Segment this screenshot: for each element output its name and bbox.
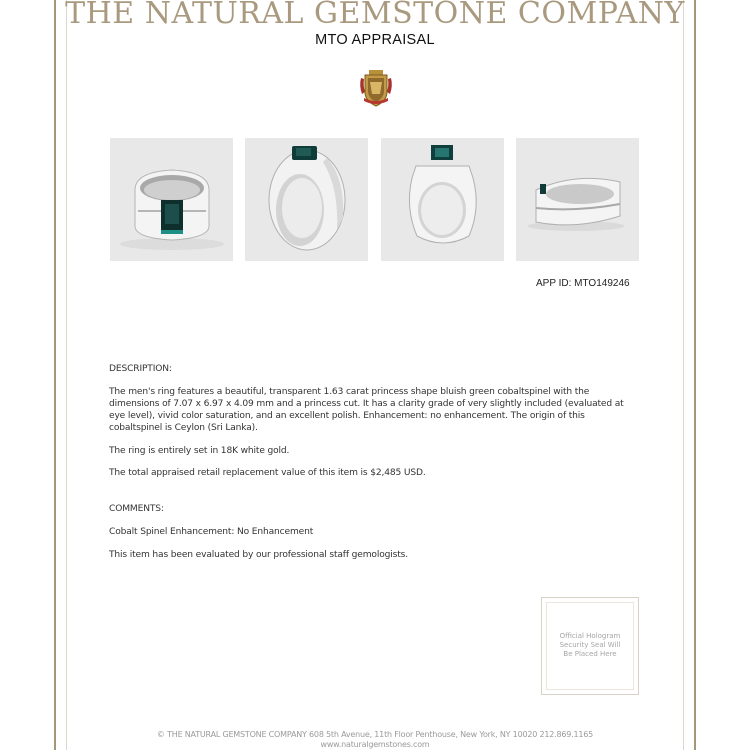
- ring-photo-profile[interactable]: [381, 138, 504, 261]
- page-border-right-outer: [694, 0, 696, 750]
- page-border-left-outer: [54, 0, 56, 750]
- seal-line-1: Official Hologram: [559, 632, 621, 640]
- ring-photo-angled[interactable]: [245, 138, 368, 261]
- ring-photo-front[interactable]: [110, 138, 233, 261]
- appraisal-id: APP ID: MTO149246: [536, 278, 630, 289]
- seal-line-3: Be Placed Here: [563, 650, 617, 658]
- page-border-left-inner: [66, 0, 67, 750]
- comments-label: COMMENTS:: [109, 504, 164, 514]
- document-title: MTO APPRAISAL: [315, 32, 435, 48]
- page-border-right-inner: [683, 0, 684, 750]
- ring-photo-band-side[interactable]: [516, 138, 639, 261]
- metal-paragraph: The ring is entirely set in 18K white gold.: [109, 446, 290, 456]
- comment-evaluation: This item has been evaluated by our professional staff gemologists.: [109, 550, 408, 560]
- description-paragraph: The men's ring features a beautiful, transparent 1.63 carat princess shape bluish green cobaltspinel with the dimensions of 7.07 x 6.97 x 4.09 mm and a princess cut. It has a clarity grade of very slightly included (evaluated at eye level), vivid color saturation, and an excellent polish. Enhancement: no enhancement. The origin of this cobaltspinel is Ceylon (Sri Lanka).: [109, 387, 624, 433]
- description-label: DESCRIPTION:: [109, 364, 172, 374]
- company-name: THE NATURAL GEMSTONE COMPANY: [65, 0, 685, 31]
- footer-address: © THE NATURAL GEMSTONE COMPANY 608 5th Avenue, 11th Floor Penthouse, New York, NY 10020 212.869.1165: [156, 730, 594, 739]
- footer-website-link[interactable]: www.naturalgemstones.com: [320, 740, 430, 749]
- seal-line-2: Security Seal Will: [559, 641, 621, 649]
- appraised-value-paragraph: The total appraised retail replacement value of this item is $2,485 USD.: [109, 468, 426, 478]
- hologram-seal-placeholder: [541, 597, 639, 695]
- crest-logo-icon: [358, 68, 394, 108]
- seal-text: [542, 632, 638, 659]
- comment-enhancement: Cobalt Spinel Enhancement: No Enhancement: [109, 527, 314, 537]
